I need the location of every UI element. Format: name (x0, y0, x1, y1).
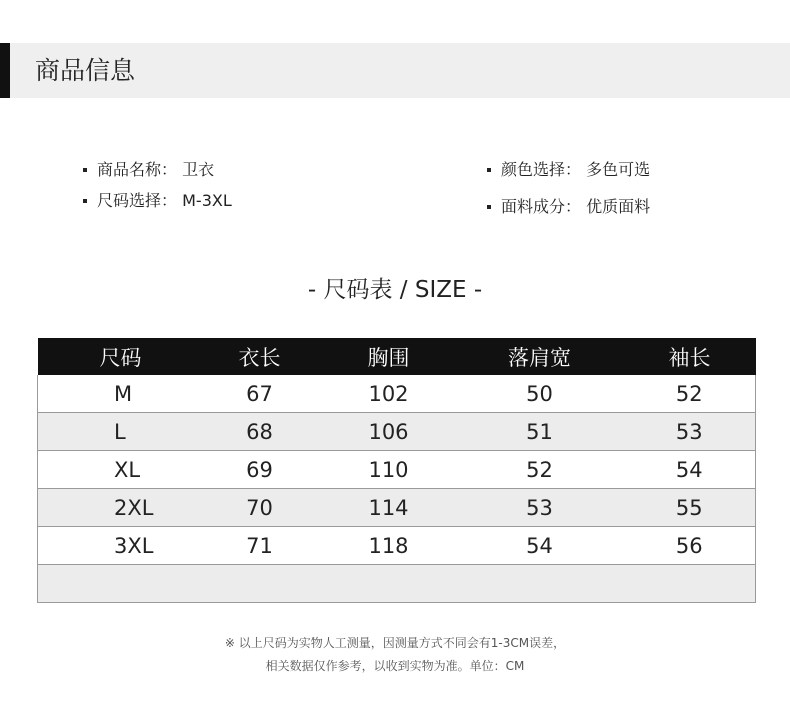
table-cell: 118 (322, 527, 456, 565)
table-cell: M (38, 375, 198, 413)
size-chart-title: - 尺码表 / SIZE - (307, 277, 483, 303)
table-cell-empty (198, 565, 322, 603)
table-cell: 114 (322, 489, 456, 527)
table-header-row (38, 338, 756, 375)
table-row (38, 527, 756, 565)
header-accent-bar (0, 43, 10, 98)
bullet-icon (487, 168, 491, 172)
table-cell: 106 (322, 413, 456, 451)
table-cell: 53 (456, 489, 624, 527)
info-item-fabric (487, 197, 650, 217)
info-item-color (487, 160, 650, 180)
table-cell: 53 (624, 413, 756, 451)
info-label: 尺码选择： (97, 191, 178, 210)
column-header-sleeve: 袖长 (624, 338, 756, 375)
size-table (37, 338, 756, 603)
bullet-icon (487, 205, 491, 209)
header-band (0, 43, 790, 98)
table-cell-empty (456, 565, 624, 603)
table-row (38, 451, 756, 489)
info-value: 多色可选 (586, 160, 651, 179)
info-value: 卫衣 (182, 160, 215, 179)
table-cell: 70 (198, 489, 322, 527)
table-cell: 54 (456, 527, 624, 565)
table-cell-empty (322, 565, 456, 603)
table-cell: 3XL (38, 527, 198, 565)
table-cell: 71 (198, 527, 322, 565)
column-header-shoulder: 落肩宽 (456, 338, 624, 375)
table-cell: 67 (198, 375, 322, 413)
table-cell: 102 (322, 375, 456, 413)
table-cell: 55 (624, 489, 756, 527)
table-cell: XL (38, 451, 198, 489)
table-cell: 54 (624, 451, 756, 489)
table-cell: 56 (624, 527, 756, 565)
page-title: 商品信息 (35, 56, 136, 85)
table-cell: 52 (624, 375, 756, 413)
table-row (38, 489, 756, 527)
table-cell: 52 (456, 451, 624, 489)
measurement-note-line-1: ※ 以上尺码为实物人工测量，因测量方式不同会有1-3CM误差， (224, 636, 566, 650)
table-row-empty (38, 565, 756, 603)
info-label: 面料成分： (501, 197, 582, 216)
bullet-icon (83, 168, 87, 172)
table-cell: 69 (198, 451, 322, 489)
table-cell: 50 (456, 375, 624, 413)
info-item-size (83, 191, 232, 211)
info-value: 优质面料 (586, 197, 651, 216)
table-cell-empty (38, 565, 198, 603)
bullet-icon (83, 199, 87, 203)
column-header-chest: 胸围 (322, 338, 456, 375)
info-value: M-3XL (182, 191, 232, 210)
table-cell-empty (624, 565, 756, 603)
table-cell: 110 (322, 451, 456, 489)
table-row (38, 413, 756, 451)
info-label: 颜色选择： (501, 160, 582, 179)
column-header-size: 尺码 (38, 338, 198, 375)
info-item-name (83, 160, 214, 180)
info-label: 商品名称： (97, 160, 178, 179)
column-header-length: 衣长 (198, 338, 322, 375)
measurement-note-line-2: 相关数据仅作参考，以收到实物为准。单位：CM (265, 659, 525, 673)
table-cell: 51 (456, 413, 624, 451)
table-cell: 68 (198, 413, 322, 451)
table-cell: 2XL (38, 489, 198, 527)
table-row (38, 375, 756, 413)
table-cell: L (38, 413, 198, 451)
